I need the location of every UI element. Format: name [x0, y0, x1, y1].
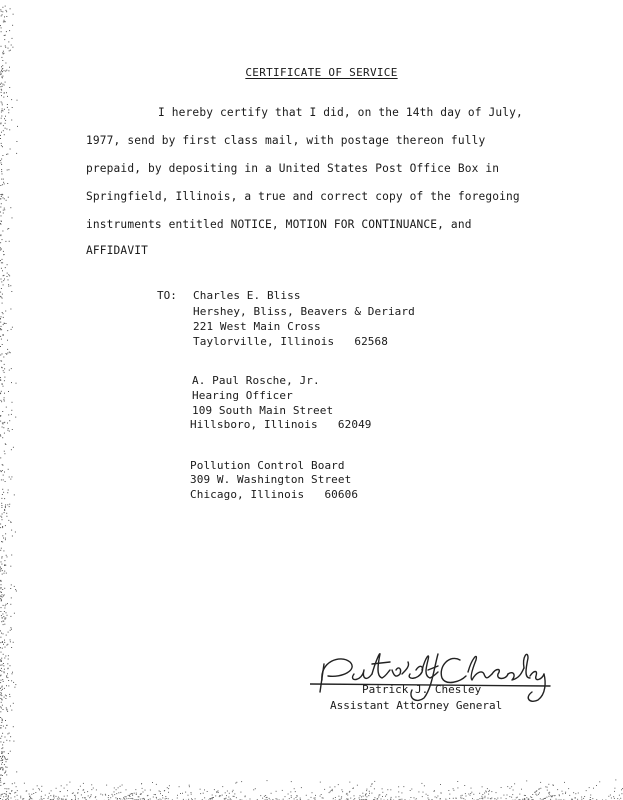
addressee-3-line-2: 309 W. Washington Street	[190, 473, 352, 486]
addressee-2-line-3: 109 South Main Street	[192, 404, 334, 417]
addressee-3-line-1: Pollution Control Board	[190, 459, 345, 472]
addressee-1-line-3: 221 West Main Cross	[193, 320, 321, 333]
scan-edge-noise	[0, 0, 18, 800]
addressee-1-line-2: Hershey, Bliss, Beavers & Deriard	[193, 305, 415, 318]
scan-bottom-noise	[0, 778, 623, 800]
addressee-1-line-1: Charles E. Bliss	[193, 289, 301, 302]
addressee-1-line-4: Taylorville, Illinois 62568	[193, 335, 388, 348]
body-line-2: 1977, send by first class mail, with postage thereon fully	[86, 134, 486, 147]
to-label: TO:	[157, 289, 177, 302]
body-line-3: prepaid, by depositing in a United States Post Office Box in	[86, 162, 500, 175]
addressee-2-line-2: Hearing Officer	[192, 389, 293, 402]
body-line-1: I hereby certify that I did, on the 14th day of July,	[158, 106, 523, 119]
body-line-6: AFFIDAVIT	[86, 244, 148, 257]
document-title	[0, 66, 623, 79]
addressee-2-line-1: A. Paul Rosche, Jr.	[192, 374, 320, 387]
signer-name: Patrick J. Chesley	[362, 683, 482, 696]
addressee-2-line-4: Hillsboro, Illinois 62049	[190, 418, 372, 431]
body-line-4: Springfield, Illinois, a true and correct copy of the foregoing	[86, 190, 520, 203]
addressee-3-line-3: Chicago, Illinois 60606	[190, 488, 359, 501]
body-line-5: instruments entitled NOTICE, MOTION FOR CONTINUANCE, and	[86, 218, 472, 231]
title-text: CERTIFICATE OF SERVICE	[245, 66, 398, 79]
signer-title: Assistant Attorney General	[330, 699, 503, 712]
